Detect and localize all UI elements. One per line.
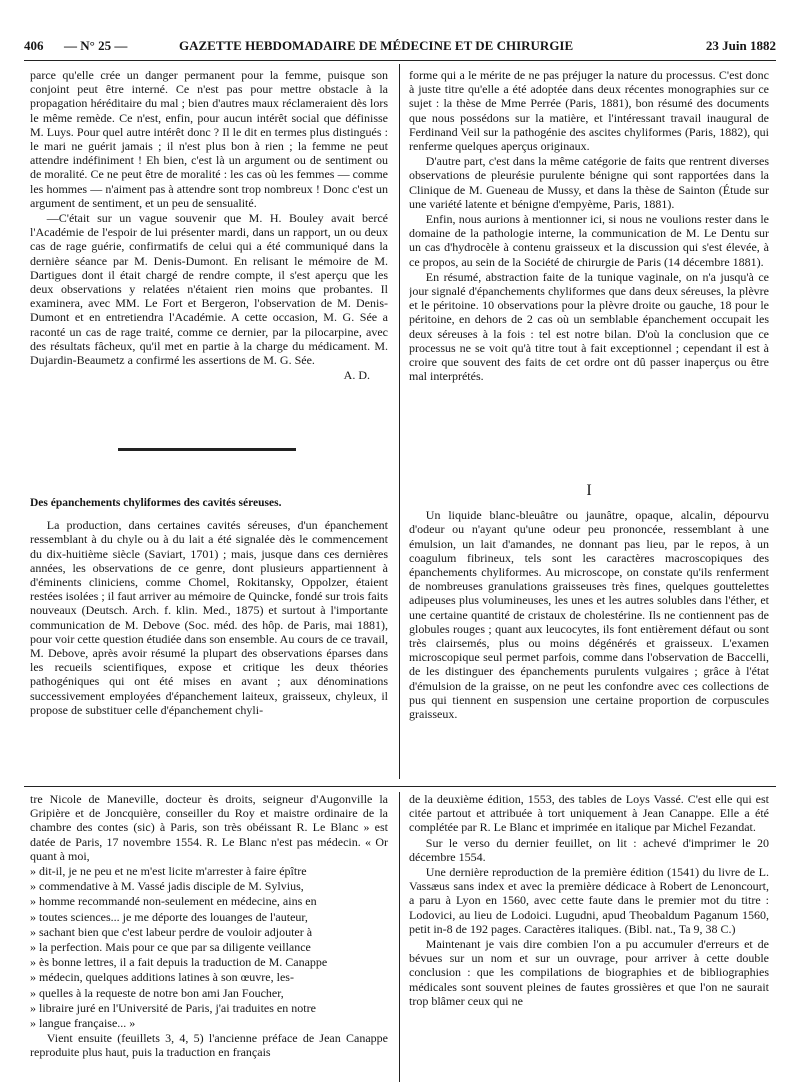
paragraph: de la deuxième édition, 1553, des tables de Loys Vassé. C'est elle qui est citée partout et attribuée à tort uniquement à Jean Canappe. Elle a été complétée par R. Le Blanc et imprimée en italique par Michel Fezandat. [409,792,769,835]
paragraph: D'autre part, c'est dans la même catégorie de faits que rentrent diverses observations de pleurésie purulente bénigne qui sont rapportées dans la Clinique de M. Gueneau de Mussy, et dans la thèse de Sainton (Étude sur une variété latente et bénigne d'empyème, Paris, 1881). [409,154,769,211]
section-title: Des épanchements chyliformes des cavités séreuses. [30,497,282,509]
journal-title: GAZETTE HEBDOMADAIRE DE MÉDECINE ET DE CHIRURGIE [179,38,574,53]
quote-line: » la perfection. Mais pour ce que par sa diligente veillance [30,940,311,955]
quote-line: » homme recommandé non-seulement en médecine, ains en [30,894,317,909]
feuilleton-right [409,792,769,1082]
paragraph: Sur le verso du dernier feuillet, on lit : achevé d'imprimer le 20 décembre 1554. [409,835,769,864]
feuilleton-rule [24,786,776,787]
quote-line: » médecin, quelques additions latines à son œuvre, les- [30,970,294,985]
quote-line: » commendative à M. Vassé jadis disciple de M. Sylvius, [30,879,304,894]
section-heading: I [586,484,592,499]
issue-date: 23 Juin 1882 [705,38,776,53]
article-chyliform [30,492,388,777]
paragraph: Un liquide blanc-bleuâtre ou jaunâtre, opaque, alcalin, dépourvu d'odeur ou n'ayant qu'une odeur peu prononcée, ressemblant à une émulsion, un lait d'amandes, ne donnant pas lieu, par le repos, à un coagulum fibrineux, tels sont les caractères macroscopiques des épanchements chyliformes. Au microscope, on constate qu'ils renferment de nombreuses granulations graisseuses très fines, quelques gouttelettes adipeuses plus volumineuses, les unes et les autres solubles dans l'éther, et une certaine quantité de cristaux de cholestérine. Ils ne contiennent pas de globules rouges ; quant aux leucocytes, ils font entièrement défaut ou sont très clairsemés, plus ou moins dégénérés et graisseux. L'examen microscopique seul permet parfois, comme dans l'observation de Baccelli, de les distinguer des épanchements purulents vulgaires ; grâce à l'état d'émulsion de la graisse, on ne peut les confondre avec ces collections de pus qui tiennent en suspension une certaine proportion de corpuscules graisseux. [409,508,769,722]
quote-line: » libraire juré en l'Université de Paris, j'ai traduites en notre [30,1000,316,1015]
quote-line: » sachant bien que c'est labeur perdre de vouloir adjouter à [30,924,313,939]
column-rule [399,64,400,779]
column-rule [399,792,400,1082]
header-rule [24,60,776,61]
paragraph: La production, dans certaines cavités séreuses, d'un épanchement ressemblant à du chyle ou à du lait a été signalée dès le commencement du dix-huitième siècle (Saviart, 1701) ; mais, jusque dans ces dernières années, les observations de ce genre, dont plusieurs appartiennent à d'éminents cliniciens, comme Chomel, Rokitansky, Oppolzer, étaient restées isolées ; il faut arriver au mémoire de Quincke, fondé sur trois faits nouveaux (Deutsch. Arch. f. klin. Med., 1875) et surtout à l'importante communication de M. Debove (Soc. méd. des hôp. de Paris, mai 1881), pour voir cette question étudiée dans son ensemble. Au cours de ce travail, M. Debove, après avoir résumé la plupart des observations éparses dans les recueils scientifiques, expose et critique les deux théories pathogéniques qui ont été mises en avant ; aux dénominations successivement employées d'épanchement laiteux, graisseux, chyleux, il propose de substituer celle d'épanchement chyli- [30,518,388,717]
feuilleton-left [30,792,388,1082]
paragraph: tre Nicole de Maneville, docteur ès droits, seigneur d'Augonville la Gripière et de Joncquière, conseiller du Roy et maistre ordinaire de la chambre des contes (sic) à Paris, son très obéissant R. Le Blanc » est datée de Paris, 17 novembre 1554. R. Le Blanc n'est pas médecin. « Or quant à moi, [30,792,388,863]
quote-line: » dit-il, je ne peu et ne m'est licite m'arrester à faire épître [30,864,307,879]
paragraph: —C'était sur un vague souvenir que M. H. Bouley avait bercé l'Académie de l'espoir de lui présenter mardi, dans un rapport, un ou deux cas de rage guérie, confirmatifs de celui qui a été communiqué dans la dernière séance par M. Denis-Dumont. En relisant le mémoire de M. Dartigues dont il était chargé de rendre compte, il s'est aperçu que les deux observations y relatées n'étaient rien moins que probantes. Il examinera, avec MM. Le Fort et Bergeron, l'observation de M. Denis-Dumont et en entretiendra l'Académie. A cette occasion, M. G. Sée a raconté un cas de rage traité, comme ce dernier, par la pilocarpine, avec des résultats fâcheux, qu'il met en partie à la charge du médicament. M. Dujardin-Beaumetz a confirmé les assertions de M. G. Sée. [30,211,388,368]
author-signature: A. D. [343,368,370,383]
quote-line: » langue française... » [30,1016,136,1031]
article-section-one [409,484,769,779]
page-header [24,38,776,60]
quote-line: » ès bonne lettres, il a fait depuis la traduction de M. Canappe [30,955,328,970]
paragraph: forme qui a le mérite de ne pas préjuger la nature du processus. C'est donc à juste titre qu'elle a été adoptée dans deux récentes monographies sur ce sujet : la thèse de Mme Perrée (Paris, 1881), bon résumé des documents que nous possédons sur la matière, et l'intéressant travail inaugural de Ferdinand Veil sur la pathogénie des ascites chyliformes (Paris, 1882), qui renferme quelques aperçus originaux. [409,68,769,154]
paragraph: Enfin, nous aurions à mentionner ici, si nous ne voulions rester dans le domaine de la pathologie interne, la communication de M. Le Dentu sur un cas d'hydrocèle à contenu graisseux et la discussion qui s'est élevée, à ce propos, au sein de la Société de chirurgie de Paris (14 décembre 1881). [409,212,769,269]
quote-line: » toutes sciences... je me déporte des louanges de l'auteur, [30,909,308,924]
article-chyliform-continued [409,68,769,483]
article-editorial [30,68,388,440]
paragraph: Une dernière reproduction de la première édition (1541) du livre de L. Vassæus sans index et avec la première dédicace à Robert de Lenoncourt, a paru à Lyon en 1560, avec cette faute dans le premier mot du titre : Lodovici, au lieu de Lodoici. Lugudni, apud Theobaldum Paganum 1560, petit in-8 de 192 pages. Caractères italiques. (Bibl. nat., Ta 9, 38 C.) [409,865,769,936]
quote-line: » quelles à la requeste de notre bon ami Jan Foucher, [30,985,284,1000]
paragraph: Vient ensuite (feuillets 3, 4, 5) l'ancienne préface de Jean Canappe reproduite plus haut, puis la traduction en français [30,1031,388,1060]
issue-number: — N° 25 — [64,38,128,53]
paragraph: Maintenant je vais dire combien l'on a pu accumuler d'erreurs et de bévues sur un nom et sur un ouvrage, pour arriver à cette double conclusion : que les compilations de biographies et de bibliographies médicales sont souvent pleines de fautes grossières et que l'on ne saurait trop blâmer ceux qui ne [409,937,769,1008]
paragraph: parce qu'elle crée un danger permanent pour la femme, puisque son conjoint peut être interné. Ce n'est pas pour mettre obstacle à la propagation héréditaire du mal ; bien d'autres maux réclameraient dès lors le même remède. Ce n'est, enfin, pour aucun intérêt social que définisse M. Luys. Pour quel autre intérêt donc ? Il le dit en termes plus distingués : le mari ne guérit jamais ; il n'est plus bon à rien ; la femme ne peut attendre indéfiniment ! Eh bien, c'est là un argument ou de sentiment ou de moralité. Ce ne peut être de moralité : les cas où les femmes — comme les hommes — n'aiment pas à attendre sont trop nombreux ! Donc c'est un argument de sentiment, et un peu de sensualité. [30,68,388,210]
paragraph: En résumé, abstraction faite de la tunique vaginale, on n'a jusqu'à ce jour signalé d'épanchements chyliformes que dans deux séreuses, la plèvre et le péritoine. 10 observations pour la plèvre droite ou gauche, 18 pour le péritoine, en dehors de 2 cas où un semblable épanchement occupait les deux séreuses à la fois : tel est notre bilan. D'où la conclusion que ce processus ne se voit qu'à titre tout à fait exceptionnel ; cependant il est à croire que souvent des faits de cet ordre ont dû passer inaperçus ou être mal interprétés. [409,269,769,384]
page-number: 406 [24,38,44,53]
section-divider [118,448,296,451]
